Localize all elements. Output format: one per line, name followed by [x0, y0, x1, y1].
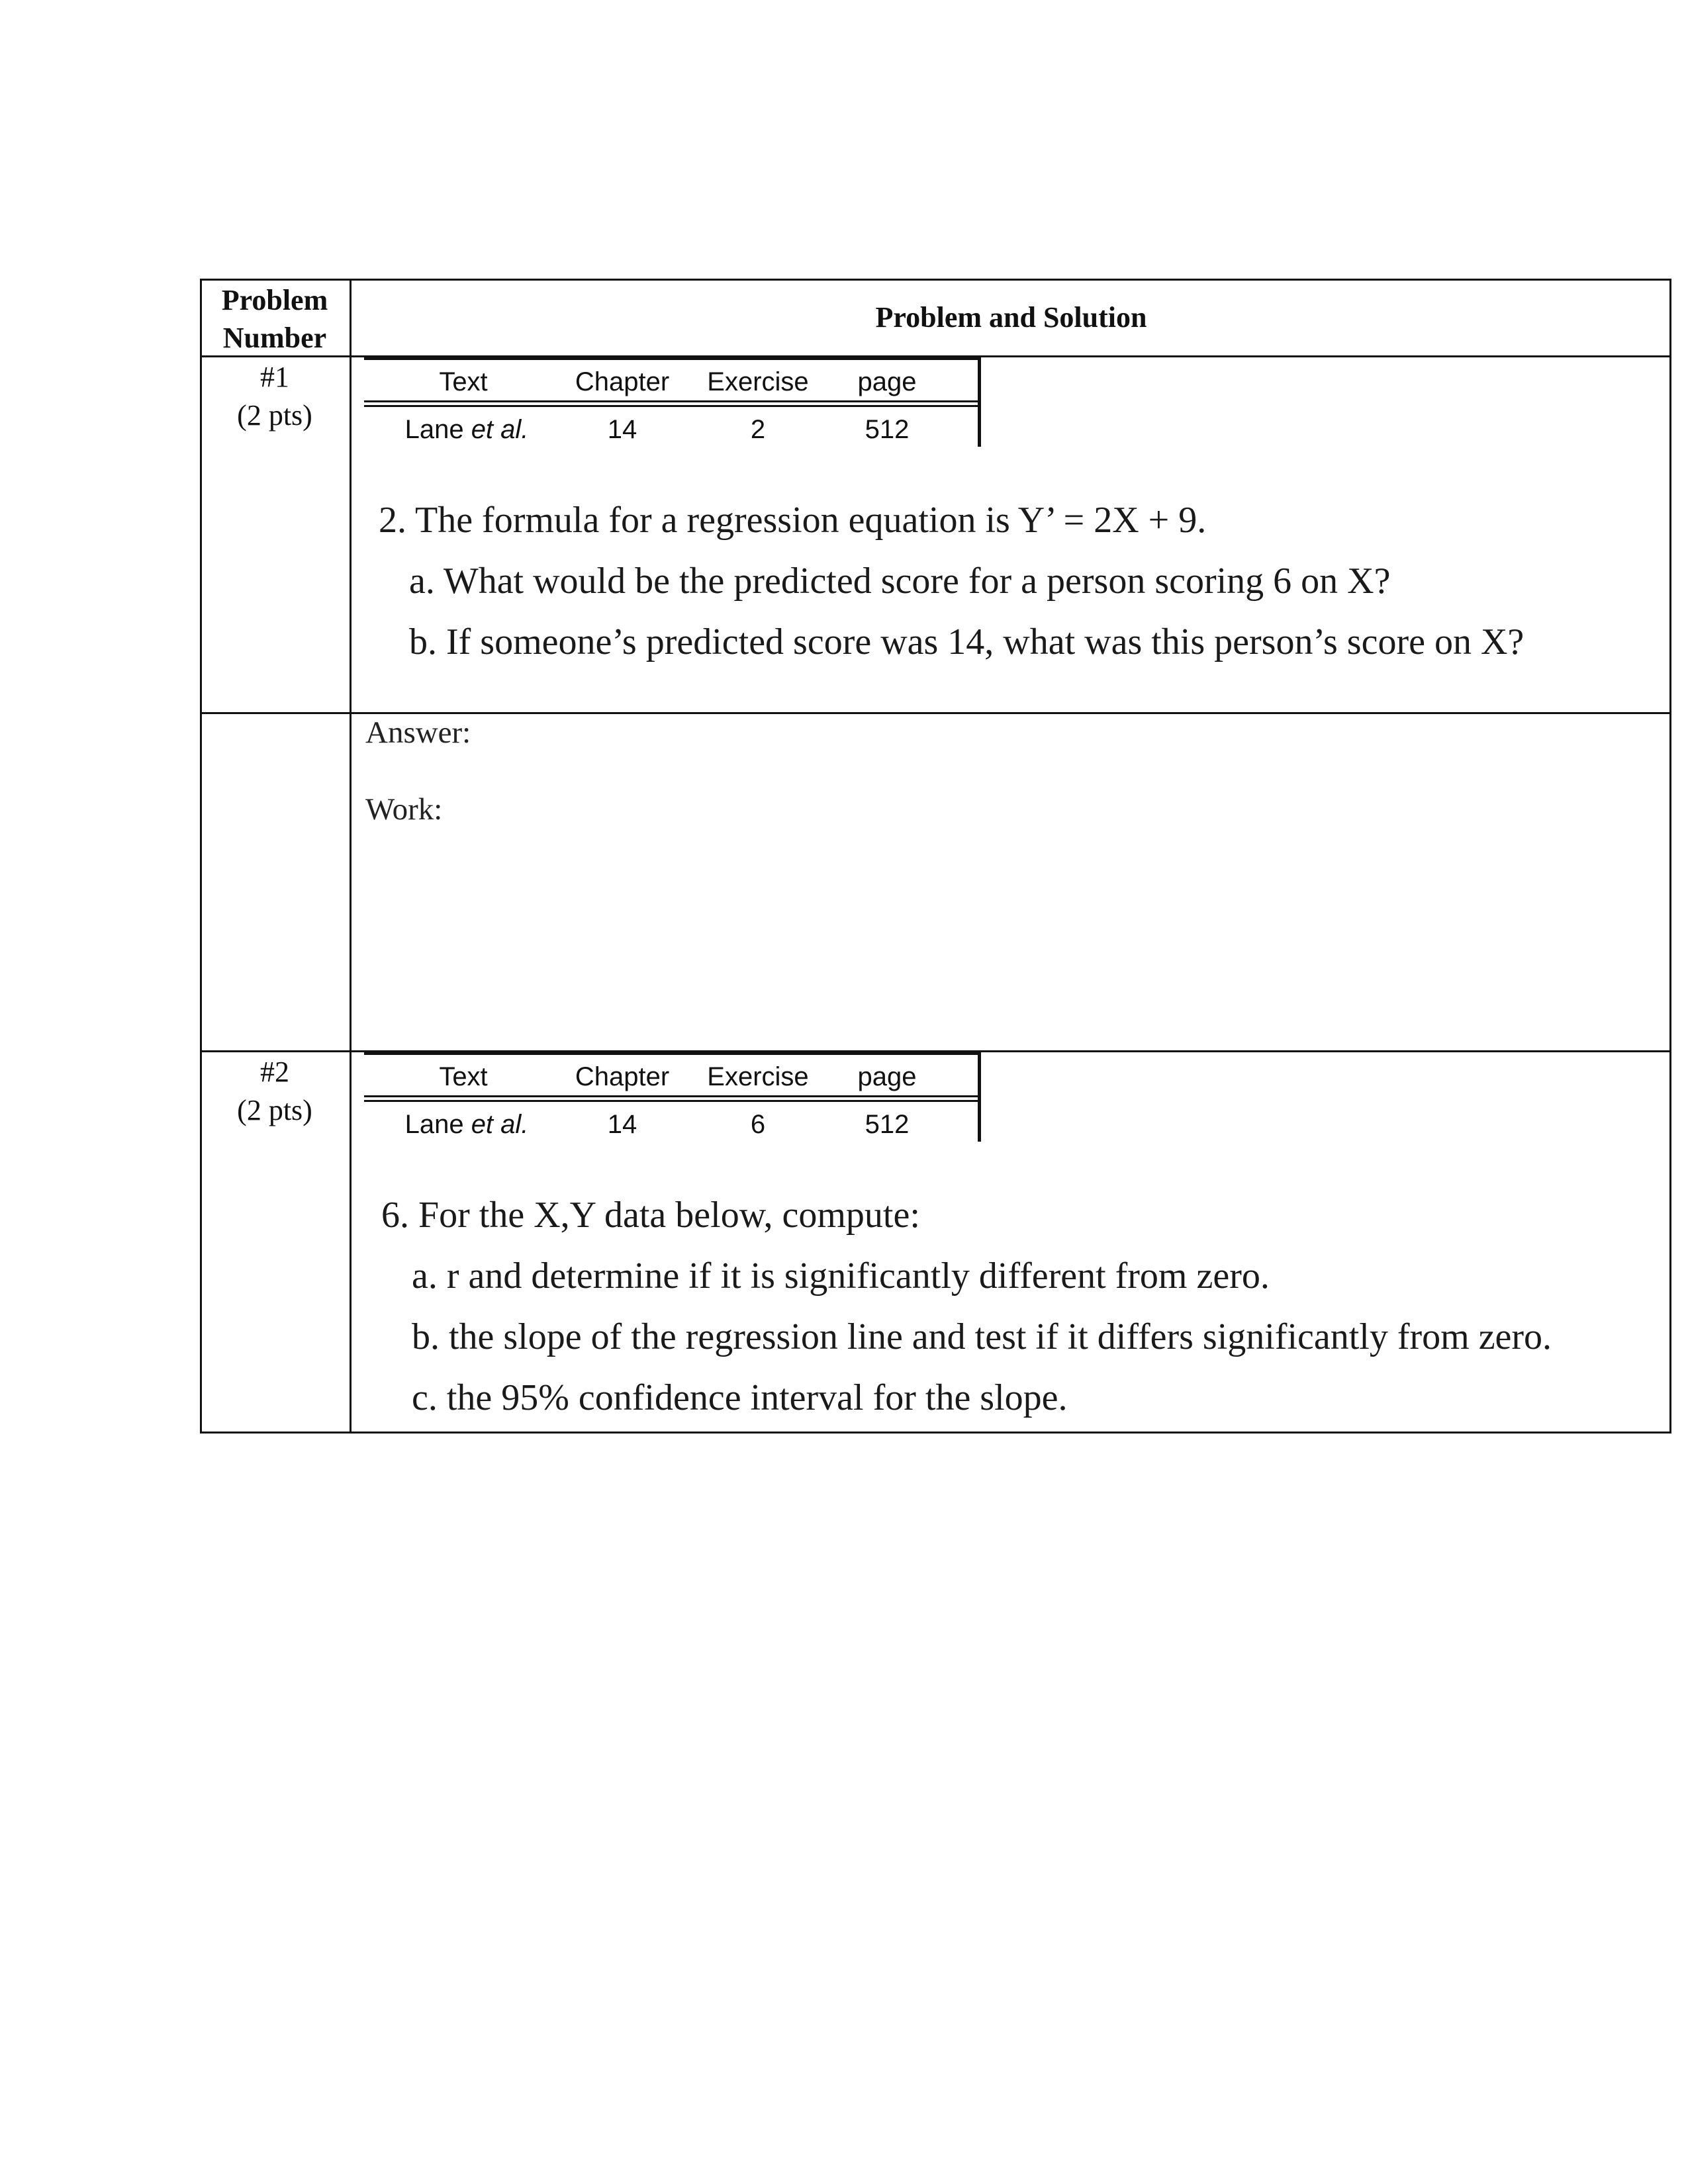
reference-double-rule-b — [364, 1100, 981, 1102]
reference-header-text: Text — [439, 367, 488, 396]
problem-1-text — [379, 490, 1524, 672]
reference-header-exercise: Exercise — [707, 367, 809, 396]
reference-right-rule — [978, 357, 981, 447]
reference-top-rule — [364, 357, 981, 360]
reference-header-chapter: Chapter — [575, 367, 670, 396]
reference-exercise-value: 2 — [750, 415, 766, 444]
column-divider — [350, 279, 352, 1433]
reference-header-row — [364, 1057, 978, 1097]
problem-number-header — [200, 279, 350, 359]
reference-header-row — [364, 362, 978, 402]
problem-1-reference-table — [364, 357, 981, 447]
reference-author: Lane — [404, 1110, 471, 1139]
reference-text-value — [391, 1105, 543, 1144]
row-divider-1 — [200, 712, 1671, 714]
problem-2-number: #2 — [260, 1056, 289, 1088]
problem-2-points: (2 pts) — [237, 1094, 312, 1126]
reference-value-row — [364, 1105, 978, 1144]
reference-text-value — [391, 410, 543, 449]
table-border-bottom — [200, 1432, 1671, 1433]
problem-2-part-b: b. the slope of the regression line and test if it differs significantly from zero. — [412, 1316, 1552, 1357]
reference-header-exercise: Exercise — [707, 1062, 809, 1091]
header-line-problem: Problem — [221, 284, 328, 316]
reference-author: Lane — [404, 415, 471, 444]
problem-1-question: 2. The formula for a regression equation is Y’ = 2X + 9. — [379, 500, 1207, 541]
problem-2-question: 6. For the X,Y data below, compute: — [381, 1195, 920, 1236]
problem-2-part-a: a. r and determine if it is significantly different from zero. — [412, 1255, 1270, 1297]
reference-chapter-value: 14 — [607, 1110, 637, 1139]
reference-header-text: Text — [439, 1062, 488, 1091]
problem-1-number: #1 — [260, 361, 289, 393]
problem-2-text — [381, 1185, 1552, 1428]
reference-header-page: page — [857, 1062, 917, 1091]
problem-2-part-c: c. the 95% confidence interval for the slope. — [412, 1377, 1068, 1418]
problem-1-points: (2 pts) — [237, 399, 312, 432]
reference-value-row — [364, 410, 978, 449]
reference-right-rule — [978, 1052, 981, 1142]
reference-page-value: 512 — [865, 415, 910, 444]
reference-page-value: 512 — [865, 1110, 910, 1139]
problem-solution-header: Problem and Solution — [875, 301, 1147, 334]
reference-etal: et al. — [471, 415, 529, 444]
reference-header-chapter: Chapter — [575, 1062, 670, 1091]
work-label: Work: — [365, 792, 443, 827]
reference-chapter-value: 14 — [607, 415, 637, 444]
reference-top-rule — [364, 1052, 981, 1055]
table-border-right — [1669, 279, 1671, 1433]
problem-1-part-b: b. If someone’s predicted score was 14, what was this person’s score on X? — [409, 621, 1524, 662]
problem-2-number-cell — [200, 1053, 350, 1130]
reference-etal: et al. — [471, 1110, 529, 1139]
reference-exercise-value: 6 — [750, 1110, 766, 1139]
problem-1-part-a: a. What would be the predicted score for a person scoring 6 on X? — [409, 561, 1391, 602]
header-line-number: Number — [222, 322, 327, 354]
table-border-left — [200, 279, 202, 1433]
reference-double-rule-b — [364, 405, 981, 407]
answer-label: Answer: — [365, 715, 471, 750]
reference-header-page: page — [857, 367, 917, 396]
problem-1-number-cell — [200, 358, 350, 435]
problem-2-reference-table — [364, 1052, 981, 1142]
